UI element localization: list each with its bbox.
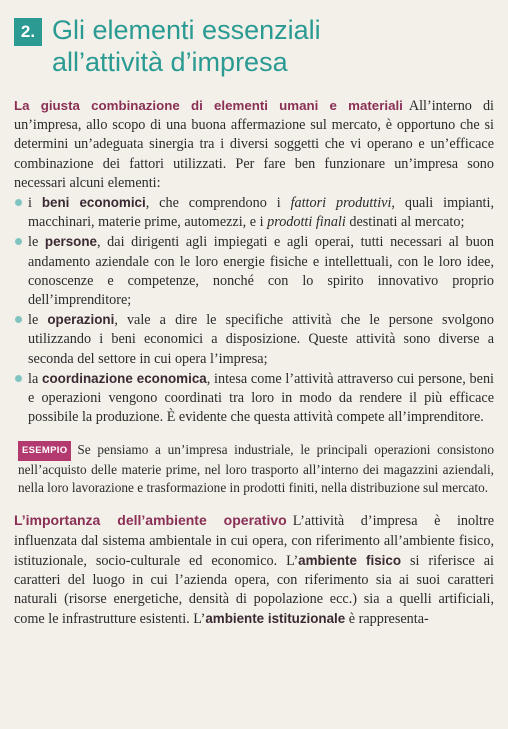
environment-keyword: ambiente istituzionale [205, 611, 346, 627]
bullet-dot-icon [15, 199, 22, 206]
environment-text: è rappresenta- [345, 611, 429, 628]
environment-lead: L’importanza dell’ambiente operativo [14, 512, 287, 529]
intro-lead: La giusta combinazione di elementi umani e materiali [14, 98, 403, 113]
list-item-text: destinati al mercato; [345, 214, 465, 231]
bullet-dot-icon [15, 375, 22, 382]
bullet-dot-icon [15, 238, 22, 245]
elements-list [14, 193, 494, 427]
example-badge: ESEMPIO [18, 441, 71, 461]
list-item-text: , vale a dire le specifiche attività che le persone svolgono utilizzando i beni economici a disposizione. Queste attività sono diverse a seconda del settore in cui opera l’impresa; [28, 312, 494, 367]
environment-text: si riferisce ai caratteri del luogo in cui l’azienda opera, con riferimento sia ai suoi caratteri naturali (risorse energetiche, densità di popolazione ecc.) sia a quelli artificiali, come le infrastrutture esistenti. L’ [14, 552, 495, 628]
list-item-text: la [28, 370, 43, 387]
list-item-keyword: persone [44, 234, 97, 250]
section-title-line2: all’attività d’impresa [52, 47, 288, 77]
list-item-text: i [28, 195, 42, 212]
list-item-text: , quali impianti, macchinari, materie prime, automezzi, e i [28, 195, 494, 231]
list-item-keyword: coordinazione economica [42, 370, 207, 386]
list-item [14, 232, 494, 310]
list-item-text: , dai dirigenti agli impiegati e agli operai, tutti necessari al buon andamento aziendale con le loro energie fisiche e intellettuali, con le loro idee, conoscenze e competenze, nonché con lo spirito innovativo proprio dell’imprenditore; [28, 234, 494, 309]
list-item [14, 193, 494, 232]
environment-section [14, 511, 494, 629]
section-heading [14, 14, 494, 78]
list-item-italic: prodotti finali [267, 214, 346, 231]
intro-paragraph [14, 96, 494, 193]
list-item [14, 369, 494, 428]
list-item [14, 310, 494, 369]
example-box [14, 441, 494, 497]
section-title [52, 14, 321, 78]
list-item-keyword: operazioni [47, 312, 115, 328]
environment-text: L’attività d’impresa è inoltre influenzata dal sistema ambientale in cui opera, con riferimento all’ambiente fisico, istituzionale, socio-culturale ed economico. L’ [14, 513, 495, 569]
section-number-badge: 2. [14, 18, 42, 46]
example-text: Se pensiamo a un’impresa industriale, le principali operazioni consistono nell’acquisto delle materie prime, nel loro trasporto all’interno dei magazzini aziendali, nella loro lavorazione e trasformazione in prodotti finiti, nella distribuzione sul mercato. [18, 442, 494, 496]
list-item-keyword: beni economici [41, 195, 146, 211]
list-item-text: , che comprendono i [145, 195, 291, 212]
environment-paragraph [14, 511, 494, 629]
list-item-text: , intesa come l’attività attraverso cui persone, beni e operazioni vengono coordinati tra loro in modo da rendere il più efficace possibile la produzione. È evidente che questa attività compete all’imprenditore. [28, 370, 494, 426]
bullet-dot-icon [15, 316, 22, 323]
section-title-line1: Gli elementi essenziali [52, 15, 321, 45]
intro-text: All’interno di un’impresa, allo scopo di una buona affermazione sul mercato, è opportuno che si determini un’adeguata sinergia tra i diversi soggetti che vi operano e un’efficace combinazione dei fattori utilizzati. Per fare ben funzionare un’impresa sono necessari alcuni elementi: [14, 98, 495, 191]
list-item-text: le [28, 234, 45, 251]
list-item-text: le [28, 312, 48, 329]
environment-keyword: ambiente fisico [298, 552, 402, 568]
list-item-italic: fattori produttivi [290, 195, 392, 212]
